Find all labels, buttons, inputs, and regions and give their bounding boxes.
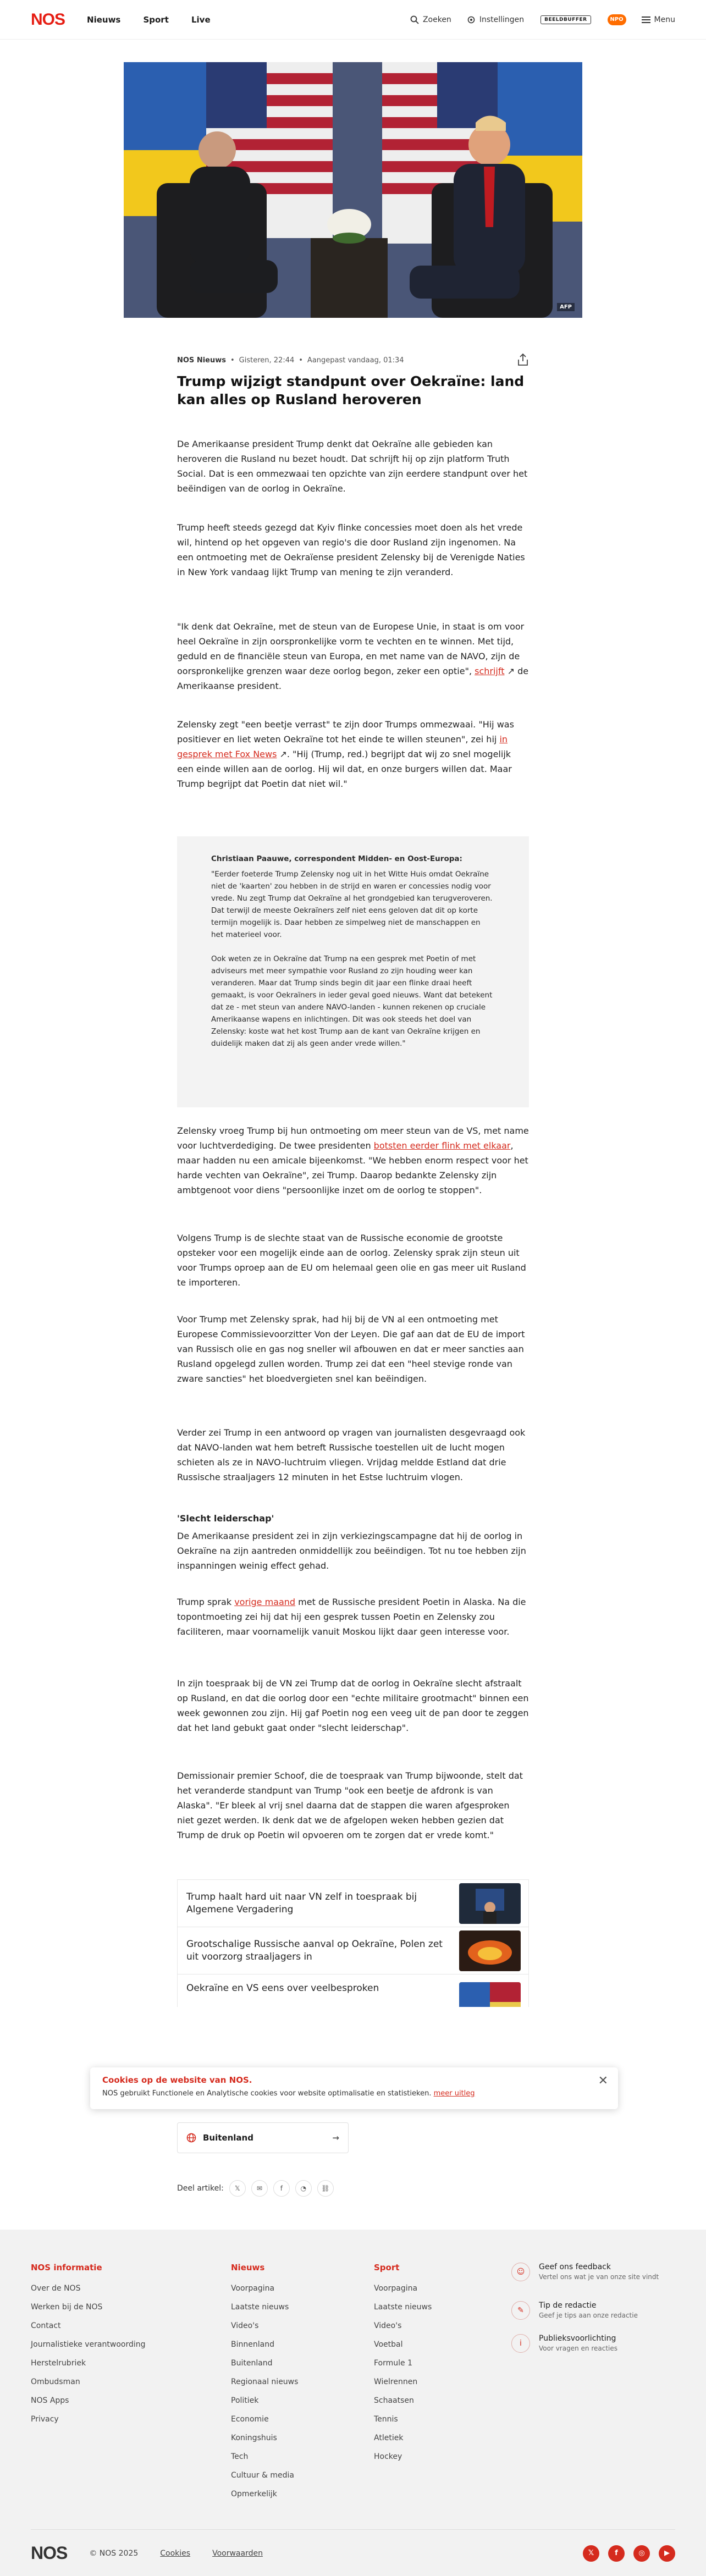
footer-link[interactable]: Herstelrubriek (31, 2359, 86, 2368)
link-botsten[interactable]: botsten eerder flink met elkaar (373, 1140, 511, 1151)
article-source: NOS Nieuws (177, 356, 226, 365)
footer-link[interactable]: Voorpagina (231, 2284, 275, 2293)
menu-button[interactable] (642, 15, 675, 24)
paragraph: In zijn toespraak bij de VN zei Trump dat de oorlog in Oekraïne slecht afstraalt op Rusland, en dat die oorlog door een "echte militaire grootmacht" binnen een week gewonnen zou zijn. Hij gaf Poetin nog een veeg uit de pan door te zeggen dat het land gebukt gaat onder "slecht leiderschap". (177, 1678, 529, 1733)
footer-link[interactable]: Cultuur & media (231, 2471, 294, 2480)
footer-link[interactable]: Economie (231, 2415, 269, 2424)
copy-link-icon[interactable]: ⛓ (317, 2180, 334, 2197)
footer-link[interactable]: Werken bij de NOS (31, 2303, 103, 2312)
search-button[interactable] (410, 15, 451, 24)
footer-link[interactable]: Voetbal (374, 2340, 403, 2349)
footer-link[interactable]: Laatste nieuws (374, 2303, 432, 2312)
footer-heading: NOS informatie (31, 2263, 102, 2272)
paragraph: Zelensky vroeg Trump bij hun ontmoeting om meer steun van de VS, met name voor luchtverdediging. De twee presidenten botsten eerder flink met elkaar, maar hadden nu een amicale bijeenkomst. "We hebben enorm respect voor het harde vechten van Oekraïne", zei Trump. Daarop bedankte Zelensky zijn ambtgenoot voor diens "persoonlijke inzet om de oorlog te stoppen". (177, 1126, 529, 1195)
cookie-title: Cookies op de website van NOS. (102, 2075, 252, 2085)
footer-link[interactable]: Laatste nieuws (231, 2303, 289, 2312)
updated-time: Aangepast vandaag, 01:34 (307, 356, 404, 365)
link-vorige-maand[interactable]: vorige maand (234, 1597, 296, 1607)
footer-link[interactable]: Video's (231, 2321, 259, 2330)
footer-link[interactable]: NOS Apps (31, 2396, 69, 2405)
publieksvoorlichting-link[interactable]: i Publieksvoorlichting Voor vragen en reacties (511, 2334, 676, 2353)
footer-col-nieuws (231, 2263, 298, 2503)
quote-author: Christiaan Paauwe, correspondent Midden- en Oost-Europa: (211, 854, 462, 863)
paragraph: Volgens Trump is de slechte staat van de Russische economie de grootste opsteker voor een mogelijk einde aan de oorlog. Zelensky sprak zijn steun uit voor Trumps oproep aan de EU om helemaal geen olie en gas meer uit Rusland te importeren. (177, 1233, 526, 1288)
photo-credit: AFP (557, 303, 575, 311)
footer-link[interactable]: Ombudsman (31, 2378, 80, 2386)
footer-link[interactable]: Journalistieke verantwoording (31, 2340, 146, 2349)
paragraph: Demissionair premier Schoof, die de toespraak van Trump bijwoonde, stelt dat het veranderde standpunt van Trump "ook een beetje de afdronk is van Alaska". "Er bleek al vrij snel daarna dat de stappen die waren afgesproken niet gezet werden. Ik denk dat we de afgelopen weken hebben gezien dat Trump de druk op Poetin wil opvoeren om te zorgen dat er vrede komt." (177, 1770, 523, 1840)
paragraph: Verder zei Trump in een antwoord op vragen van journalisten desgevraagd ook dat NAVO-landen wat hem betreft Russische toestellen uit de lucht mogen schieten als ze in NAVO-luchtruim vliegen. Vrijdag meldde Estland dat drie Russische straaljagers 12 minuten in het Estse luchtruim vlogen. (177, 1427, 526, 1482)
topic-buitenland-button[interactable] (177, 2122, 349, 2153)
footer-logo[interactable]: NOS (31, 2543, 68, 2563)
cookies-link[interactable]: Cookies (160, 2549, 191, 2558)
subheading: 'Slecht leiderschap' (177, 1513, 274, 1524)
hero-photo-illustration (124, 62, 582, 318)
nav-live[interactable]: Live (191, 15, 211, 25)
settings-label: Instellingen (479, 15, 525, 24)
nos-logo[interactable]: NOS (31, 10, 65, 29)
share-row (177, 2180, 334, 2197)
correspondent-quote (177, 836, 529, 1107)
footer-link[interactable]: Contact (31, 2321, 61, 2330)
whatsapp-share-icon[interactable]: ◔ (295, 2180, 312, 2197)
related-title: Grootschalige Russische aanval op Oekraïne, Polen zet uit voorzorg straaljagers in (186, 1938, 443, 1962)
article (177, 356, 529, 1994)
footer-link[interactable]: Over de NOS (31, 2284, 81, 2293)
quote-paragraph: Ook weten ze in Oekraïne dat Trump na een gesprek met Poetin of met adviseurs met meer sympathie voor Rusland zo zijn houding weer kan veranderen. Maar dat Trump sinds begin dit jaar een flinke draai heeft gemaakt, is voor Oekraïners in ieder geval goed nieuws. Want dat betekent dat ze - met steun van andere NAVO-landen - kunnen rekenen op cruciale Amerikaanse wapens en inlichtingen. Dit was ook steeds het doel van Zelensky: koste wat het kost Trump aan de kant van Oekraïne krijgen en duidelijk maken dat zij als geen ander vrede willen." (211, 955, 493, 1048)
related-item[interactable] (177, 1927, 529, 1974)
share-icon[interactable] (517, 353, 529, 366)
paragraph: Zelensky zegt "een beetje verrast" te zijn door Trumps ommezwaai. "Hij was positiever en liet weten Oekraïne tot het einde te willen steunen", zei hij in gesprek met Fox News ↗. "Hij (Trump, red.) begrijpt dat wij zo snel mogelijk een einde willen aan de oorlog. Hij wil dat, en onze burgers willen dat. Maar Trump begrijpt dat Poetin dat niet wil." (177, 719, 514, 789)
footer (0, 2230, 706, 2576)
footer-link[interactable]: Binnenland (231, 2340, 274, 2349)
topic-label: Buitenland (203, 2133, 253, 2143)
instagram-icon[interactable]: ◎ (633, 2545, 650, 2562)
menu-label: Menu (654, 15, 675, 24)
info-icon: i (511, 2334, 530, 2353)
footer-link[interactable]: Tennis (374, 2415, 398, 2424)
footer-link[interactable]: Wielrennen (374, 2378, 418, 2386)
youtube-icon[interactable]: ▶ (659, 2545, 675, 2562)
related-thumbnail (459, 1883, 521, 1924)
main-nav (87, 14, 230, 25)
footer-link[interactable]: Buitenland (231, 2359, 273, 2368)
cookie-banner (90, 2067, 618, 2109)
related-item[interactable] (177, 1879, 529, 1927)
link-schrijft[interactable]: schrijft (475, 666, 505, 676)
paragraph: De Amerikaanse president Trump denkt dat Oekraïne alle gebieden kan heroveren die Rusland nu bezet houdt. Dat schrijft hij op zijn platform Truth Social. Dat is een ommezwaai ten opzichte van zijn eerdere standpunt over het beëindigen van de oorlog in Oekraïne. (177, 439, 528, 494)
share-label: Deel artikel: (177, 2184, 224, 2193)
hamburger-icon (642, 16, 650, 24)
facebook-share-icon[interactable]: f (273, 2180, 290, 2197)
facebook-icon[interactable]: f (608, 2545, 625, 2562)
chat-icon: ☺ (511, 2263, 530, 2281)
quote-paragraph: "Eerder foeterde Trump Zelensky nog uit in het Witte Huis omdat Oekraïne niet de 'kaarten' zou hebben in de strijd en waren er concessies nodig voor vrede. Nu zegt Trump dat Oekraïne al het grondgebied kan terugveroveren. Dat terwijl de meeste Oekraïners zelf niet eens geloven dat dit op korte termijn mogelijk is. Daar hebben ze simpelweg niet de manschappen en het materieel voor. (211, 870, 493, 939)
gear-icon (467, 15, 476, 24)
settings-button[interactable] (467, 15, 524, 24)
footer-link[interactable]: Privacy (31, 2415, 59, 2424)
npo-logo[interactable]: NPO (608, 14, 626, 25)
article-meta: NOS Nieuws • Gisteren, 22:44 • Aangepast vandaag, 01:34 (177, 356, 404, 365)
email-share-icon[interactable]: ✉ (251, 2180, 268, 2197)
related-thumbnail (459, 1982, 521, 2007)
footer-heading: Sport (374, 2263, 400, 2272)
lightbulb-icon: ✎ (511, 2301, 530, 2320)
footer-link[interactable]: Koningshuis (231, 2434, 277, 2442)
paragraph: Voor Trump met Zelensky sprak, had hij bij de VN al een ontmoeting met Europese Commissievoorzitter Von der Leyen. Die gaf aan dat de EU de import van Russisch olie en gas nog sneller wil afbouwen en dat er meer sancties aan Rusland opgelegd zullen worden. Trump zei dat een "heel stevige ronde van zware sancties" het bloedvergieten snel kan beëindigen. (177, 1314, 525, 1384)
x-share-icon[interactable]: 𝕏 (229, 2180, 246, 2197)
footer-link[interactable]: Regionaal nieuws (231, 2378, 299, 2386)
related-articles (177, 1879, 529, 2007)
related-item[interactable] (177, 1974, 529, 2007)
copyright: © NOS 2025 (89, 2549, 139, 2558)
search-label: Zoeken (422, 15, 451, 24)
top-navigation (0, 0, 706, 40)
footer-col-info (31, 2263, 146, 2429)
cookie-more-link[interactable]: meer uitleg (433, 2089, 475, 2098)
nav-sport[interactable]: Sport (143, 15, 169, 25)
paragraph: "Ik denk dat Oekraïne, met de steun van de Europese Unie, in staat is om voor heel Oekraïne in zijn oorspronkelijke vorm te vechten en te winnen. Met tijd, geduld en de financiële steun van Europa, en met name van de NAVO, zijn de oorspronkelijke grenzen waar deze oorlog begon, zeker een optie", schrijft ↗ de Amerikaanse president. (177, 621, 529, 691)
article-title: Trump wijzigt standpunt over Oekraïne: land kan alles op Rusland heroveren (177, 373, 525, 407)
paragraph: Trump heeft steeds gezegd dat Kyiv flinke concessies moet doen als het vrede wil, hintend op het opgeven van regio's die door Rusland zijn ingenomen. Na een ontmoeting met de Oekraïense president Zelensky bij de Verenigde Naties in New York vandaag lijkt Trump van mening te zijn veranderd. (177, 522, 525, 577)
search-icon (410, 15, 419, 24)
footer-link[interactable]: Voorpagina (374, 2284, 418, 2293)
related-title: Trump haalt hard uit naar VN zelf in toespraak bij Algemene Vergadering (186, 1891, 417, 1915)
x-icon[interactable]: 𝕏 (583, 2545, 599, 2562)
paragraph: Trump sprak vorige maand met de Russische president Poetin in Alaska. Na die topontmoeting zei hij dat hij een gesprek tussen Poetin en Zelensky zou faciliteren, maar voornamelijk vanuit Moskou lijkt daar geen interesse voor. (177, 1597, 526, 1637)
hero-image (124, 62, 582, 318)
feedback-link[interactable]: ☺ Geef ons feedback Vertel ons wat je van onze site vindt (511, 2263, 676, 2281)
footer-heading: Nieuws (231, 2263, 265, 2272)
link-fox-news[interactable]: in gesprek met Fox News (177, 734, 508, 759)
arrow-right-icon: → (332, 2133, 339, 2143)
footer-link[interactable]: Opmerkelijk (231, 2490, 277, 2498)
related-title: Oekraïne en VS eens over veelbesproken (186, 1983, 379, 1994)
terms-link[interactable]: Voorwaarden (212, 2549, 263, 2558)
cookie-text: NOS gebruikt Functionele en Analytische cookies voor website optimalisatie en statistieken. meer uitleg (102, 2089, 475, 2098)
footer-link[interactable]: Hockey (374, 2452, 402, 2461)
footer-link[interactable]: Politiek (231, 2396, 259, 2405)
beeldbuffer-badge[interactable]: BEELDBUFFER (540, 15, 591, 24)
nav-nieuws[interactable]: Nieuws (87, 15, 121, 25)
publish-time: Gisteren, 22:44 (239, 356, 295, 365)
globe-icon (186, 2133, 196, 2143)
paragraph: De Amerikaanse president zei in zijn verkiezingscampagne dat hij de oorlog in Oekraïne na zijn aantreden onmiddellijk zou beëindigen. Tot nu toe hebben zijn inspanningen weinig effect gehad. (177, 1531, 526, 1571)
footer-link[interactable]: Tech (231, 2452, 249, 2461)
tip-link[interactable]: ✎ Tip de redactie Geef je tips aan onze redactie (511, 2301, 676, 2320)
footer-link[interactable]: Formule 1 (374, 2359, 412, 2368)
related-thumbnail (459, 1930, 521, 1971)
footer-link[interactable]: Atletiek (374, 2434, 404, 2442)
footer-col-sport (374, 2263, 432, 2466)
footer-link[interactable]: Video's (374, 2321, 402, 2330)
footer-link[interactable]: Schaatsen (374, 2396, 414, 2405)
close-icon[interactable]: ✕ (598, 2074, 608, 2088)
footer-bottom (31, 2543, 675, 2563)
